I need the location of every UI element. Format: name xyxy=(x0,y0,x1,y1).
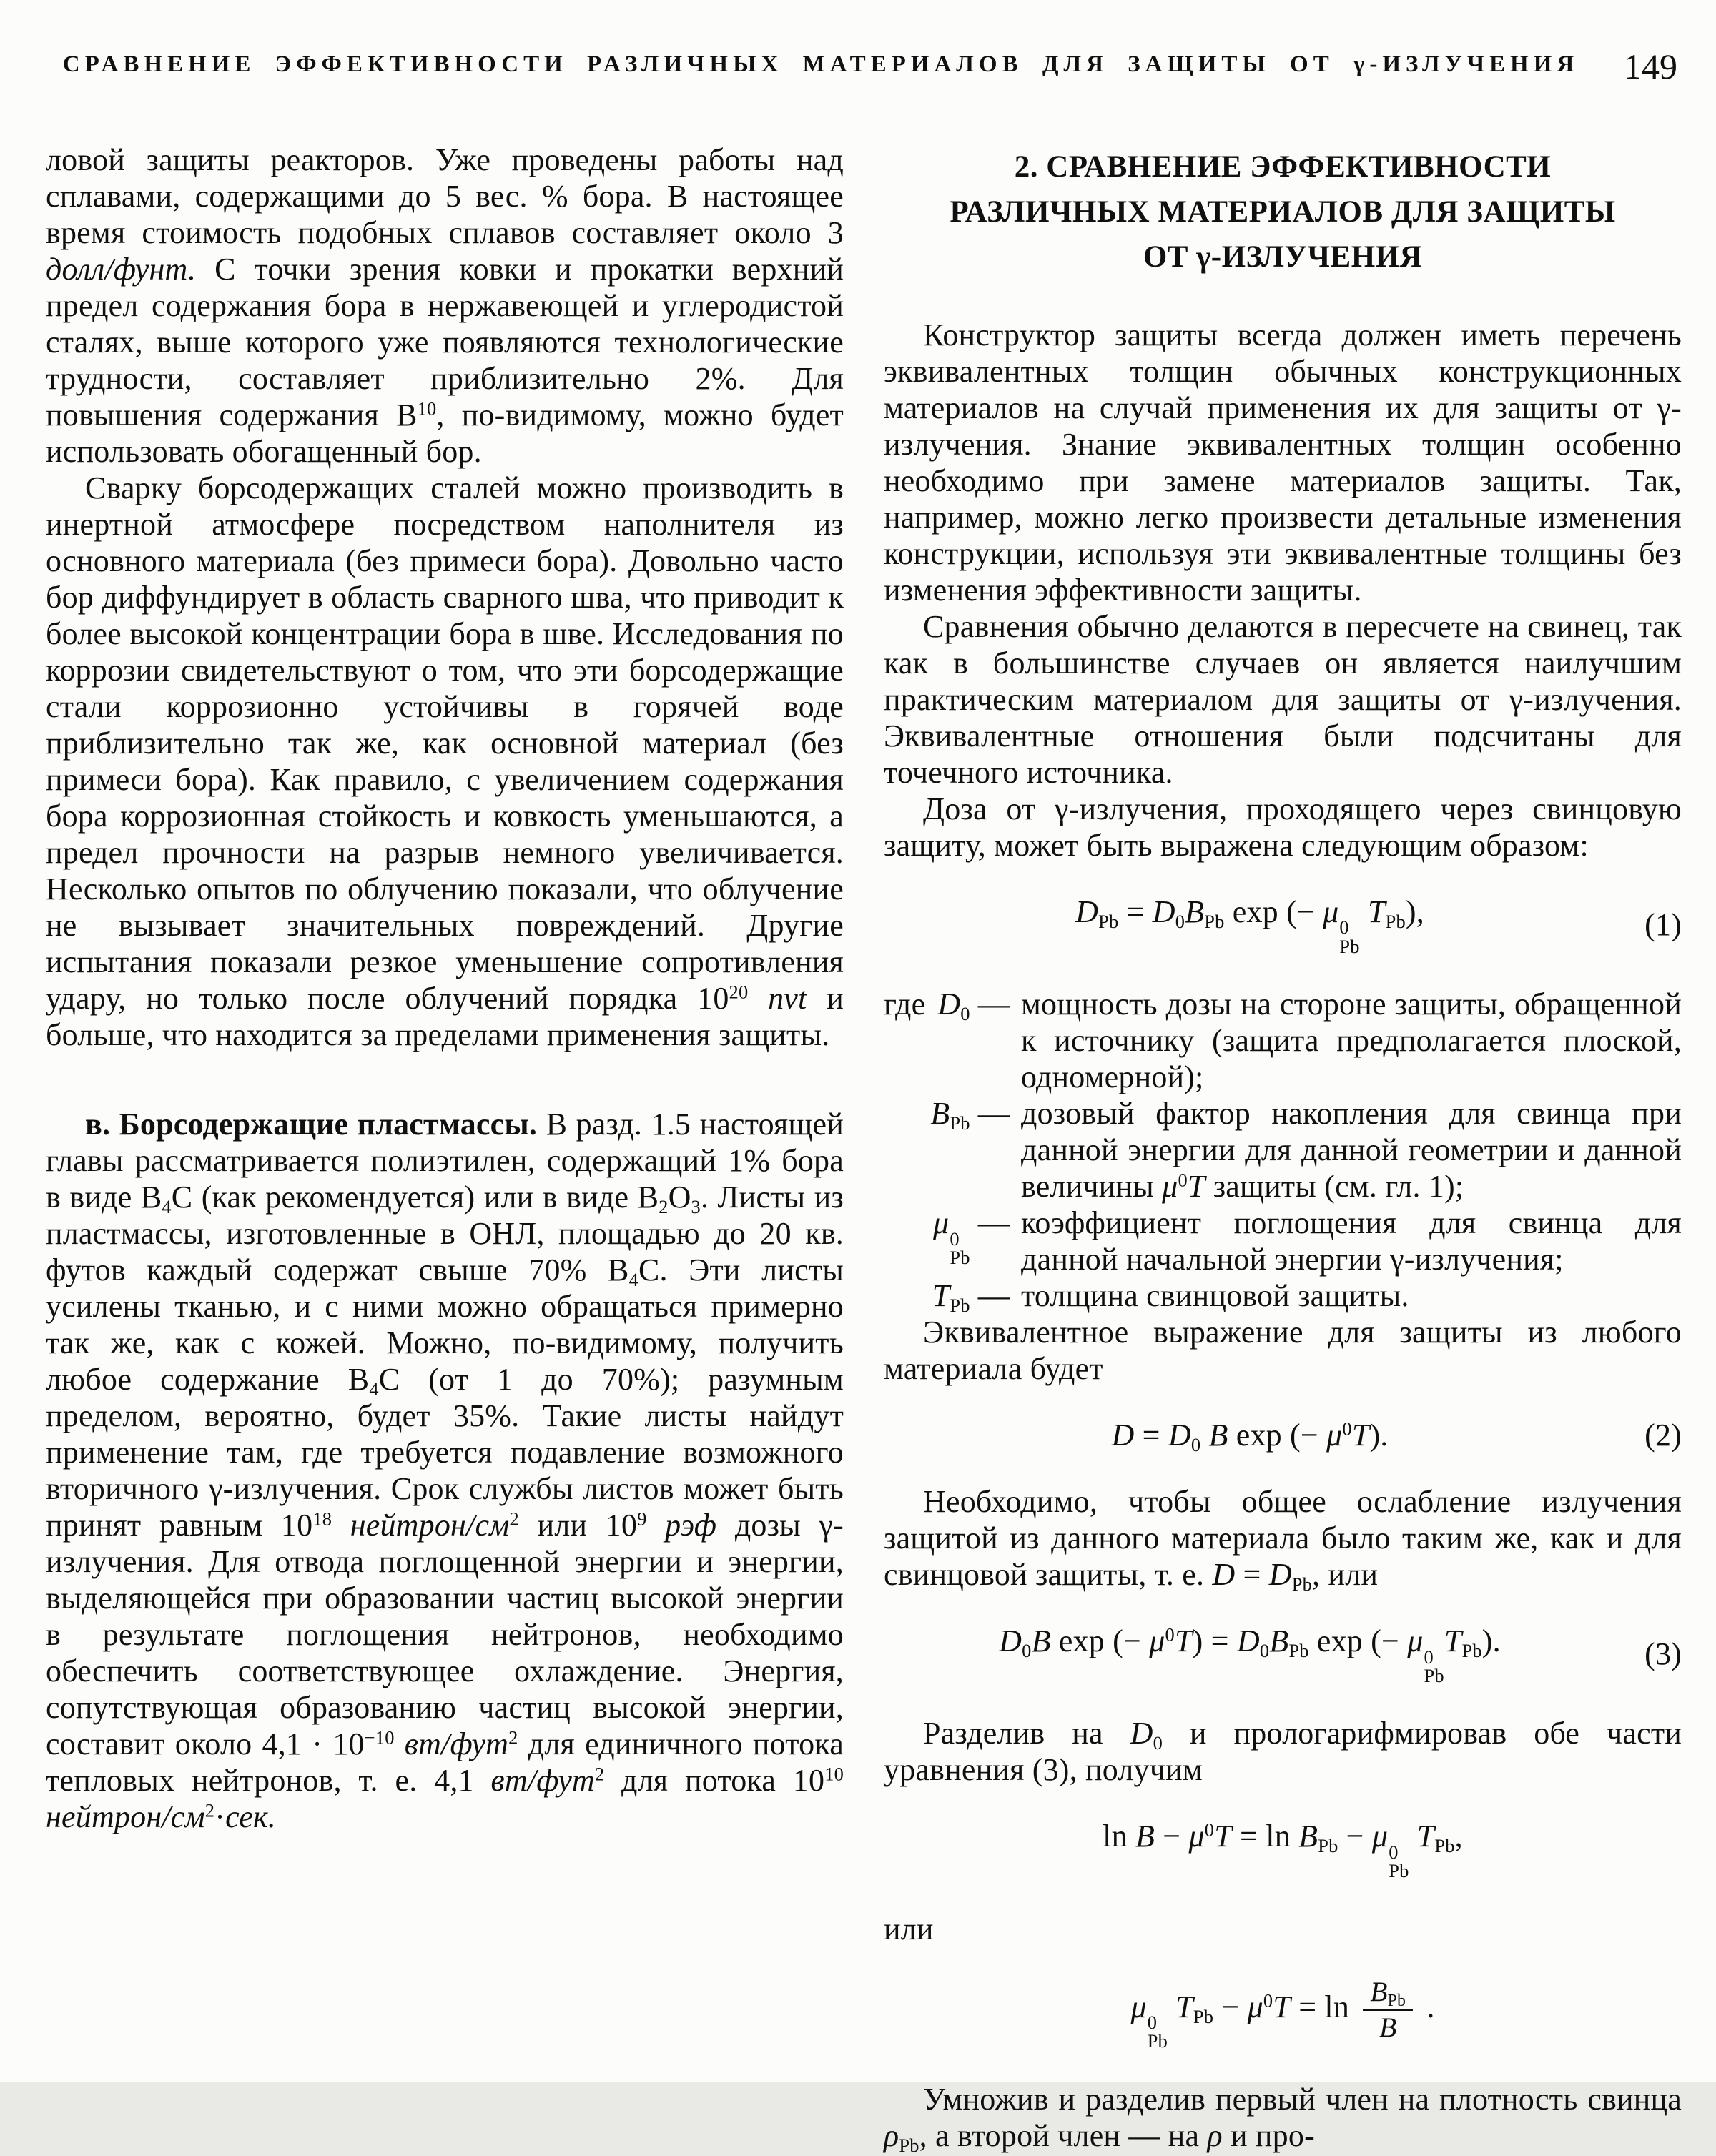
paragraph-borated-plastics: в. Борсодержащие пластмассы. В разд. 1.5 настоящей главы рассматривается полиэтилен, содержащий 1% бора в виде $B_4C$ (как рекомендуется) или в виде $B_2O_3$. Листы из пластмассы, изготовленные в ОНЛ, площадью до 20 кв. футов каждый содержат свыше 70% $B_4C$. Эти листы усилены тканью, и с ними можно обращаться примерно так же, как с кожей. Можно, по-видимому, получить любое содержание $B_4C$ (от 1 до 70%); разумным пределом, вероятно, будет 35%. Такие листы найдут применение там, где требуется подавление возможного вторичного γ-излучения. Срок службы листов может быть принят равным $10^{18}$ нейтрон/$см^2$ или $10^9$ рэф дозы γ-излучения. Для отвода поглощенной энергии и энергии, выделяющейся при образовании частиц высокой энергии в результате поглощения нейтронов, необходимо обеспечить соответствующее охлаждение. Энергия, сопутствующая образованию частиц высокой энергии, составит около $4,1 \cdot 10^{-10}$ вт/фут$^2$ для единичного потока тепловых нейтронов, т. е. 4,1 вт/фут$^2$ для потока $10^{10}$ нейтрон/$см^2\cdot сек$. xyxy=(46,1107,844,1834)
running-header xyxy=(46,46,1682,89)
definition-symbol: $B_{Pb}$ — xyxy=(930,1096,1010,1134)
definition-description: толщина свинцовой защиты. xyxy=(1021,1278,1409,1314)
paragraph: Необходимо, чтобы общее ослабление излучения защитой из данного материала было таким же, как и для свинцовой защиты, т. е. $D = D_{Pb}$, или xyxy=(884,1484,1682,1596)
section-heading-line: РАЗЛИЧНЫХ МАТЕРИАЛОВ ДЛЯ ЗАЩИТЫ xyxy=(950,195,1616,229)
equation-body: $D_{Pb} = D_0B_{Pb}$ exp (− μ 0 Pb $T_{Pb}$), xyxy=(1075,894,1424,957)
paragraph: Умножив и разделив первый член на плотность свинца $\rho_{Pb}$, а второй член — на ρ и про- xyxy=(884,2081,1682,2156)
equation-4 xyxy=(884,1818,1682,1880)
section-heading xyxy=(884,144,1682,280)
paragraph: ловой защиты реакторов. Уже проведены работы над сплавами, содержащими до 5 вес. % бора. В настоящее время стоимость подобных сплавов составляет около 3 долл/фунт. С точки зрения ковки и прокатки верхний предел содержания бора в нержавеющей и углеродистой сталях, выше которого уже появляются технологические трудности, составляет приблизительно 2%. Для повышения содержания $B^{10}$, по-видимому, можно будет использовать обогащенный бор. xyxy=(46,142,844,469)
definition-term xyxy=(884,1095,1010,1205)
definition-row xyxy=(884,1277,1682,1317)
definition-term xyxy=(884,986,1010,1095)
left-column xyxy=(46,142,844,2154)
equation-number: (3) xyxy=(1644,1636,1682,1672)
definition-description: дозовый фактор накопления для свинца при данной энергии для данной геометрии и данной величины $\mu^0T$ защиты (см. гл. 1); xyxy=(1021,1096,1682,1205)
paragraph: Эквивалентное выражение для защиты из любого материала будет xyxy=(884,1315,1682,1387)
running-header-title: СРАВНЕНИЕ ЭФФЕКТИВНОСТИ РАЗЛИЧНЫХ МАТЕРИАЛОВ ДЛЯ ЗАЩИТЫ ОТ γ-ИЗЛУЧЕНИЯ xyxy=(62,51,1579,77)
paragraph: Доза от γ-излучения, проходящего через свинцовую защиту, может быть выражена следующим образом: xyxy=(884,791,1682,863)
equation-body: μ 0 Pb $T_{Pb} - \mu^0T = \ln$ $\frac{B_{Pb}}{B}$ . xyxy=(1130,1975,1435,2052)
section-heading-line: ОТ γ-ИЗЛУЧЕНИЯ xyxy=(1143,240,1423,274)
equation-number: (2) xyxy=(1644,1418,1682,1453)
equation-5 xyxy=(884,1977,1682,2051)
equation-3 xyxy=(884,1623,1682,1685)
definition-lead: где xyxy=(884,986,926,1022)
page-number: 149 xyxy=(1624,46,1677,86)
definition-term xyxy=(884,1205,1010,1277)
equation-number: (1) xyxy=(1644,907,1682,943)
paragraph: Сравнения обычно делаются в пересчете на свинец, так как в большинстве случаев он является наилучшим практическим материалом для защиты от γ-излучения. Эквивалентные отношения были подсчитаны для точечного источника. xyxy=(884,609,1682,790)
section-heading-line: 2. СРАВНЕНИЕ ЭФФЕКТИВНОСТИ xyxy=(1014,150,1552,184)
definition-term xyxy=(884,1277,1010,1317)
paragraph: Разделив на $D_0$ и прологарифмировав обе части уравнения (3), получим xyxy=(884,1716,1682,1788)
equation-2 xyxy=(884,1417,1682,1456)
definition-row xyxy=(884,986,1682,1095)
two-column-body xyxy=(46,142,1682,2154)
definition-description: мощность дозы на стороне защиты, обращенной к источнику (защита предполагается плоской, одномерной); xyxy=(1021,986,1682,1095)
equation-body: $\ln B - \mu^0T = \ln B_{Pb} - \mu$ 0 Pb $T_{Pb}$, xyxy=(1103,1819,1463,1882)
definition-symbol: μ 0 Pb — xyxy=(933,1205,1010,1268)
equation-body: $D_0B$ exp (− $\mu^0T) = D_0B_{Pb}$ exp (− μ 0 Pb $T_{Pb}$). xyxy=(999,1623,1501,1686)
equation-body: $D = D_0$ B exp (− $\mu^0T$). xyxy=(1111,1418,1389,1456)
definition-symbol: $D_0$ — xyxy=(937,986,1010,1025)
definition-row xyxy=(884,1205,1682,1277)
paragraph: Сварку борсодержащих сталей можно производить в инертной атмосфере посредством наполнителя из основного материала (без примеси бора). Довольно часто бор диффундирует в область сварного шва, что приводит к более высокой концентрации бора в шве. Исследования по коррозии свидетельствуют о том, что эти борсодержащие стали коррозионно устойчивы в горячей воде приблизительно так же, как основной материал (без примеси бора). Как правило, с увеличением содержания бора коррозионная стойкость и ковкость уменьшаются, а предел прочности на разрыв немного увеличивается. Несколько опытов по облучению показали, что облучение не вызывает значительных повреждений. Другие испытания показали резкое уменьшение сопротивления удару, но только после облучений порядка $10^{20}$ nvt и больше, что находится за пределами применения защиты. xyxy=(46,470,844,1052)
definition-row xyxy=(884,1095,1682,1205)
equation-1 xyxy=(884,894,1682,956)
paragraph: Конструктор защиты всегда должен иметь перечень эквивалентных толщин обычных конструкционных материалов на случай применения их для защиты от γ-излучения. Знание эквивалентных толщин особенно необходимо при замене материалов защиты. Так, например, можно легко произвести детальные изменения конструкции, используя эти эквивалентные толщины без изменения эффективности защиты. xyxy=(884,317,1682,608)
definition-description: коэффициент поглощения для свинца для данной начальной энергии γ-излучения; xyxy=(1021,1205,1682,1277)
definition-symbol: $T_{Pb}$ — xyxy=(932,1278,1010,1317)
right-column xyxy=(884,142,1682,2154)
or-connector: или xyxy=(884,1911,934,1947)
